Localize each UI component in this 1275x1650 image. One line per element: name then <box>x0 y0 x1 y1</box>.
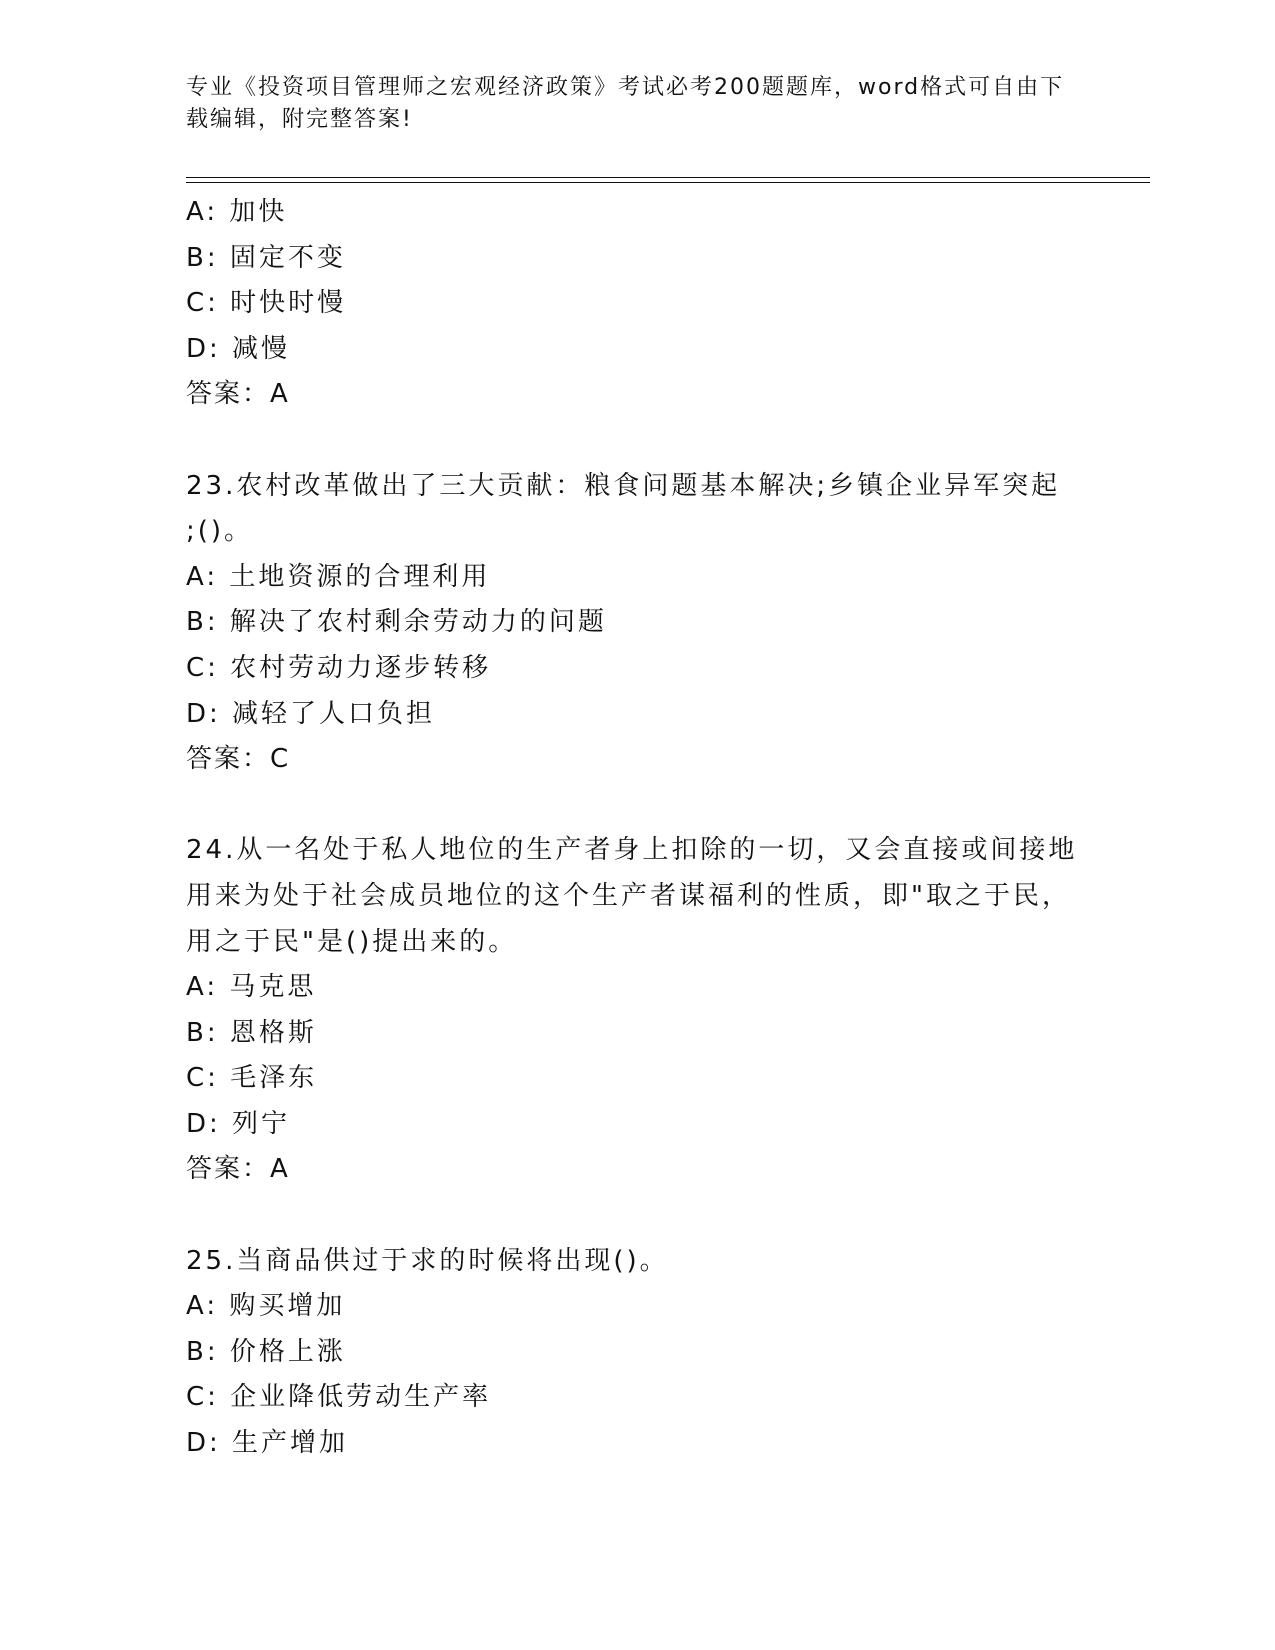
option-b: B: 解决了农村剩余劳动力的问题 <box>186 607 607 638</box>
question-stem-line: ;()。 <box>186 516 254 547</box>
option-a: A: 购买增加 <box>186 1291 346 1322</box>
answer-line: 答案：C <box>186 744 291 775</box>
option-b: B: 恩格斯 <box>186 1017 317 1048</box>
spacer <box>186 1193 1086 1239</box>
question-23 <box>186 464 1086 783</box>
question-stem-line: 25.当商品供过于求的时候将出现()。 <box>186 1245 669 1276</box>
question-24 <box>186 828 1086 1193</box>
question-stem-line: 24.从一名处于私人地位的生产者身上扣除的一切，又会直接或间接地 <box>186 835 1078 866</box>
question-list <box>186 190 1086 1467</box>
option-b: B: 价格上涨 <box>186 1336 346 1367</box>
option-d: D: 减慢 <box>186 333 291 364</box>
answer-line: 答案：A <box>186 1154 290 1185</box>
option-d: D: 生产增加 <box>186 1428 349 1459</box>
question-stem-line: 用来为处于社会成员地位的这个生产者谋福利的性质，即"取之于民， <box>186 880 1071 911</box>
answer-line: 答案：A <box>186 379 290 410</box>
option-c: C: 农村劳动力逐步转移 <box>186 652 492 683</box>
option-c: C: 毛泽东 <box>186 1063 318 1094</box>
option-a: A: 马克思 <box>186 972 317 1003</box>
question-22-tail <box>186 190 1086 418</box>
header-divider-thin <box>186 177 1150 178</box>
option-d: D: 列宁 <box>186 1108 291 1139</box>
option-d: D: 减轻了人口负担 <box>186 698 436 729</box>
option-a: A: 加快 <box>186 197 288 227</box>
option-c: C: 企业降低劳动生产率 <box>186 1382 492 1413</box>
spacer <box>186 418 1086 464</box>
spacer <box>186 783 1086 829</box>
question-stem-line: 用之于民"是()提出来的。 <box>186 926 518 957</box>
question-stem-line: 23.农村改革做出了三大贡献：粮食问题基本解决;乡镇企业异军突起 <box>186 470 1061 501</box>
question-25 <box>186 1239 1086 1467</box>
document-header: 专业《投资项目管理师之宏观经济政策》考试必考200题题库，word格式可自由下载编辑，附完整答案! <box>186 75 1065 132</box>
option-a: A: 土地资源的合理利用 <box>186 561 491 592</box>
header-divider-thick <box>186 182 1150 183</box>
option-b: B: 固定不变 <box>186 242 346 273</box>
option-c: C: 时快时慢 <box>186 288 347 319</box>
